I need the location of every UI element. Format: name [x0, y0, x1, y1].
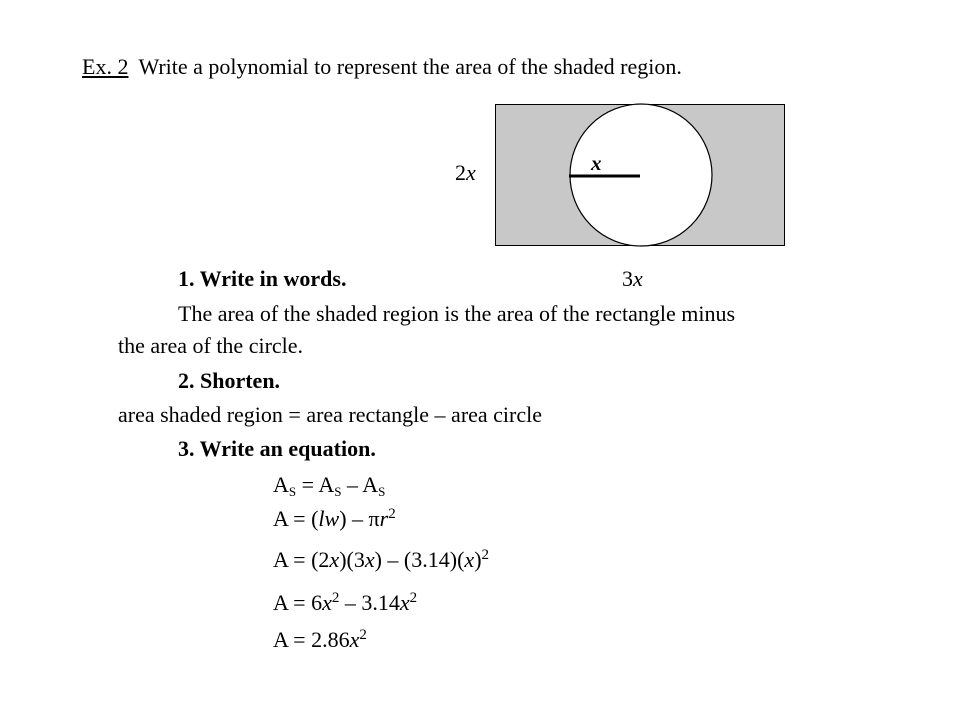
eq3-x1: x	[329, 547, 340, 572]
eq3-p3: ) – (3.14)(	[374, 547, 465, 572]
height-label-text: 2x	[455, 160, 476, 185]
step-1-heading: 1. Write in words.	[178, 266, 347, 291]
eq1-eq: = A	[296, 472, 335, 497]
eq2-exp: 2	[388, 506, 396, 522]
eq4-p2: – 3.14	[339, 590, 400, 615]
eq3-x3: x	[464, 547, 475, 572]
eq1-sub3: S	[378, 484, 386, 499]
width-label: 3x	[622, 266, 643, 291]
problem-title	[82, 54, 682, 80]
radius-label: x	[591, 151, 602, 175]
description-line-2: the area of the circle.	[118, 333, 304, 358]
figure-svg	[495, 104, 785, 246]
eq3-p1: A = (2	[273, 547, 330, 572]
eq5-p1: A = 2.86	[273, 627, 350, 652]
eq2-mid: ) – π	[339, 506, 380, 531]
eq1-a: A	[273, 472, 289, 497]
eq4-exp2: 2	[409, 590, 418, 606]
shaded-region-figure	[495, 104, 785, 246]
problem-text: Write a polynomial to represent the area of the shaded region.	[138, 54, 682, 79]
eq5-x1: x	[349, 627, 360, 652]
eq4-p1: A = 6	[273, 590, 323, 615]
eq1-sub2: S	[334, 484, 342, 499]
eq4-x2: x	[399, 590, 410, 615]
shortened-statement: area shaded region = area rectangle – area circle	[118, 402, 543, 427]
eq2-lw: lw	[318, 506, 340, 531]
eq4-x1: x	[322, 590, 332, 615]
eq4-exp1: 2	[331, 590, 340, 606]
eq3-p2: )(3	[339, 547, 365, 572]
eq2-pre: A = (	[273, 506, 319, 531]
equation-3	[273, 547, 489, 573]
eq1-sub1: S	[288, 484, 297, 499]
height-label	[455, 160, 476, 186]
equation-1	[273, 472, 385, 500]
eq3-p4: )	[474, 547, 482, 572]
equation-5	[273, 627, 367, 653]
step-3-heading: 3. Write an equation.	[178, 436, 376, 461]
eq3-x2: x	[364, 547, 375, 572]
equation-2	[273, 506, 396, 532]
description-line-1: The area of the shaded region is the area of the rectangle minus	[178, 301, 736, 326]
equation-4	[273, 590, 417, 616]
eq5-exp: 2	[359, 627, 367, 643]
example-label: Ex. 2	[82, 54, 129, 79]
step-2-heading: 2. Shorten.	[178, 368, 281, 393]
eq2-r: r	[379, 506, 389, 531]
eq1-minus: – A	[341, 472, 379, 497]
eq3-exp: 2	[481, 547, 490, 563]
